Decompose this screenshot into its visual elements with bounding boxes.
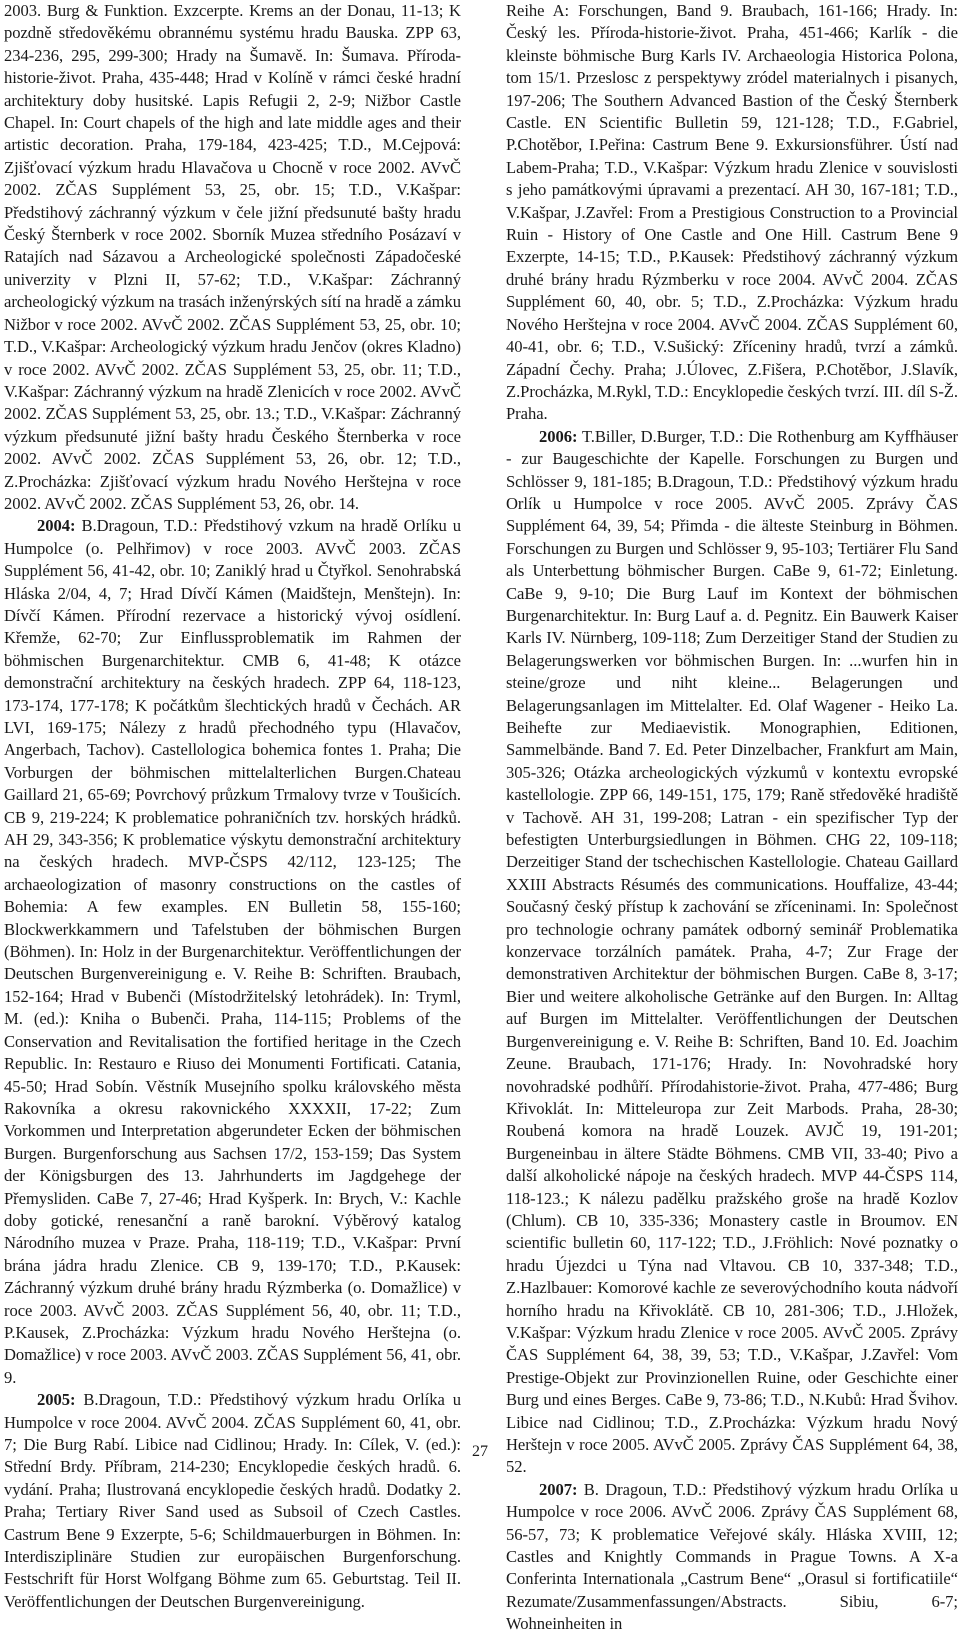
entries-2005: B.Dragoun, T.D.: Předstihový výzkum hradu Orlíka u Humpolce v roce 2004. AVvČ 2004. ZČAS Supplément 60, 41, obr. 7; Die Burg Rabí. Libice nad Cidlinou; Hrady. In: Cílek, V. (ed.): Střední Brdy. Příbram, 214-230; Encyklopedie českých hradů. 6. vydání. Praha; Ilustrovaná encyklopedie českých hradů. Dodatky 2. Praha; Tertiary River Sand used as Subsoil of Czech Castles. Castrum Bene 9 Exzerpte, 5-6; Schildmauerburgen in Böhmen. In: Interdisziplinäre Studien zur europäischen Burgenforschung. Festschrift für Horst Wolfgang Böhme zum 65. Geburtstag. Teil II. Veröffentlichungen der Deutschen Burgenvereinigung. xyxy=(4,1390,461,1611)
year-label-2006: 2006: xyxy=(539,426,578,446)
entries-2006: T.Biller, D.Burger, T.D.: Die Rothenburg am Kyffhäuser - zur Baugeschichte der Kapelle. Forschungen zu Burgen und Schlösser 9, 181-185; B.Dragoun, T.D.: Předstihový výzkum hradu Orlík u Humpolce v roce 2005. AVvČ 2005. Zprávy ČAS Supplément 64, 39, 54; Přimda - die älteste Steinburg in Böhmen. Forschungen zu Burgen und Schlösser 9, 95-103; Tertiärer Flu Sand als Unterbettung böhmischer Burgen. CaBe 9, 61-72; Einletung. CaBe 9, 9-10; Die Burg Lauf im Kontext der böhmischen Burgenarchitektur. In: Burg Lauf a. d. Pegnitz. Ein Bauwerk Kaiser Karls IV. Nürnberg, 109-118; Zum Derzeitiger Stand der Studien zu Belagerungswerken vor böhmischen Burgen. In: ...wurfen hin in steine/groze und niht kleine... Belagerungen und Belagerungsanlagen im Mittelalter. Ed. Olaf Wagener - Heiko La. Beihefte zur Mediaevistik. Monographien, Editionen, Sammelbände. Band 7. Ed. Peter Dinzelbacher, Frankfurt am Main, 305-326; Otázka archeologických výzkumů v kontextu evropské kastellologie. ZPP 66, 149-151, 175, 179; Raně středověké hradiště v Tachově. AH 31, 199-208; Latran - ein spezifischer Typ der befestigten Unterburgsiedlungen in Böhmen. CHG 22, 109-118; Derzeitiger Stand der tschechischen Kastellologie. Chateau Gaillard XXIII Abstracts Résumés des communications. Houffalize, 43-44; Současný český přístup k zachování se zříceninami. In: Společnost pro technologie ochrany památek odborný seminář Problematika konzervace torzálních památek. Praha, 4-7; Zur Frage der demonstrativen Architektur der böhmischen Burgen. CaBe 8, 3-17; Bier und weitere alkoholische Getränke auf den Burgen. In: Alltag auf Burgen im Mittelalter. Veröffentlichungen der Deutschen Burgenvereinigung e. V. Reihe B: Schriften, Band 10. Ed. Joachim Zeune. Braubach, 171-176; Hrady. In: Novohradské hory novohradské podhůří. Přírodahistorie-život. Praha, 477-486; Burg Křivoklát. In: Mitteleuropa zur Zeit Marbods. Praha, 28-30; Roubená komora na hradě Louzek. AVJČ 19, 191-201; Burgeneinbau in ältere Städte Böhmens. CMB VII, 33-40; Pivo a další alkoholické nápoje na českých hradech. MVP 44-ČSPS 114, 118-123.; K nálezu padělku pražského groše na hradě Kozlov (Chlum). CB 10, 335-336; Monastery castle in Broumov. EN scientific bulletin 60, 117-122; T.D., J.Fröhlich: Nové poznatky o hradu Újezdci u Týna nad Vltavou. CB 10, 337-348; T.D., Z.Hazlbauer: Komorové kachle ze severovýchodního kouta nádvoří horního hradu na Křivoklátě. CB 10, 281-306; T.D., J.Hložek, V.Kašpar: Výzkum hradu Zlenice v roce 2005. AVvČ 2005. Zprávy ČAS Supplément 64, 38, 39, 53; T.D., V.Kašpar, J.Zavřel: Vom Prestige-Objekt zur Provinzionellen Ruine, oder Geschichte einer Burg und eines Berges. CaBe 9, 73-86; T.D., N.Kubů: Hrad Švihov. Libice nad Cidlinou; T.D., Z.Procházka: Výzkum hradu Nový Herštejn v roce 2005. AVvČ 2005. Zprávy ČAS Supplément 64, 38, 52. xyxy=(506,426,958,1477)
right-column xyxy=(506,0,958,1634)
bibliography-2006 xyxy=(506,426,958,1479)
bibliography-2004 xyxy=(4,515,461,1389)
left-column xyxy=(4,0,461,1611)
bibliography-2003-continuation: 2003. Burg & Funktion. Exzcerpte. Krems an der Donau, 11-13; K pozdně středověkému obrannému systému hradu Bauska. ZPP 63, 234-236, 295, 299-300; Hrady na Šumavě. In: Šumava. Příroda-historie-život. Praha, 435-448; Hrad v Kolíně v rámci české hradní architektury doby husitské. Lapis Refugii 2, 2-9; Nižbor Castle Chapel. In: Court chapels of the high and late middle ages and their artistic decoration. Praha, 179-184, 423-425; T.D., M.Cejpová: Zjišťovací výzkum hradu Hlavačova u Chocně v roce 2002. AVvČ 2002. ZČAS Supplément 53, 25, obr. 15; T.D., V.Kašpar: Předstihový záchranný výzkum v čele jižní předsunuté bašty hradu Český Šternberk v roce 2002. Sborník Muzea středního Posázaví v Ratajích nad Sázavou a Archeologické společnosti Západočeské univerzity v Plzni II, 57-62; T.D., V.Kašpar: Záchranný archeologický výzkum na trasách inženýrských sítí na hradě a zámku Nižbor v roce 2002. AVvČ 2002. ZČAS Supplément 53, 25, obr. 10; T.D., V.Kašpar: Archeologický výzkum hradu Jenčov (okres Kladno) v roce 2002. AVvČ 2002. ZČAS Supplément 53, 25, obr. 11; T.D., V.Kašpar: Záchranný výzkum na hradě Zlenicích v roce 2002. AVvČ 2002. ZČAS Supplément 53, 25, obr. 13.; T.D., V.Kašpar: Záchranný výzkum předsunuté jižní bašty hradu Českého Šternberka v roce 2002. AVvČ 2002. ZČAS Supplément 53, 26, obr. 12; T.D., Z.Procházka: Zjišťovací výzkum hradu Nového Herštejna v roce 2002. AVvČ 2002. ZČAS Supplément 53, 26, obr. 14. xyxy=(4,1,461,513)
year-label-2007: 2007: xyxy=(539,1479,578,1499)
year-label-2004: 2004: xyxy=(37,516,76,536)
bibliography-2007 xyxy=(506,1479,958,1636)
year-label-2005: 2005: xyxy=(37,1390,76,1410)
entries-2007: B. Dragoun, T.D.: Předstihový výzkum hradu Orlíka u Humpolce v roce 2006. AVvČ 2006. Zprávy ČAS Supplément 68, 56-57, 73; K problematice Veřejové skály. Hláska XVIII, 12; Castles and Knightly Commands in Prague Towns. A X-a Conferinta Internationala „Castrum Bene“ „Orasul si fortificatiile“ Rezumate/Zusammenfassungen/Abstracts. Sibiu, 6-7; Wohneinheiten in xyxy=(506,1479,958,1634)
bibliography-2005 xyxy=(4,1389,461,1613)
page-number: 27 xyxy=(472,1443,488,1460)
entries-2004: B.Dragoun, T.D.: Předstihový vzkum na hradě Orlíku u Humpolce (o. Pelhřimov) v roce 2003. AVvČ 2003. ZČAS Supplément 56, 41-42, obr. 10; Zaniklý hrad u Čtyřkol. Senohrabská Hláska 2/04, 4, 7; Hrad Dívčí Kámen (Maidštejn, Menštejn). In: Dívčí Kámen. Přírodní rezervace a historický vývoj osídlení. Křemže, 62-70; Zur Einflussproblematik im Rahmen der böhmischen Burgenarchitektur. CMB 6, 41-48; K otázce demonstrační architektury na českých hradech. ZPP 64, 118-123, 173-174, 177-178; K počátkům šlechtických hradů v Čechách. AR LVI, 169-175; Nálezy z hradů přechodného typu (Hlavačov, Angerbach, Tachov). Castellologica bohemica fontes 1. Praha; Die Vorburgen der böhmischen mittelalterlichen Burgen.Chateau Gaillard 21, 65-69; Povrchový průzkum Trmalovy tvrze v Toušicích. CB 9, 219-224; K problematice pohraničních tzv. horských hrádků. AH 29, 343-356; K problematice výskytu demonstrační architektury na českých hradech. MVP-ČSPS 42/112, 123-125; The archaeologization of masonry constructions on the castles of Bohemia: A few examples. EN Bulletin 58, 155-160; Blockwerkkammern und Tafelstuben der böhmischen Burgen (Böhmen). In: Holz in der Burgenarchitektur. Veröffentlichungen der Deutschen Burgenvereinigung e. V. Reihe B: Schriften. Braubach, 152-164; Hrad v Bubenči (Místodržitelský letohrádek). In: Tryml, M. (ed.): Kniha o Bubenči. Praha, 114-115; Problems of the Conservation and Revitalisation the fortified heritage in the Czech Republic. In: Restauro e Riuso dei Monumenti Fortificati. Catania, 45-50; Hrad Sobín. Věstník Musejního spolku královského města Rakovníka a okresu rakovnického XXXXII, 17-22; Zum Vorkommen und Interpretation abgerundeter Ecken der böhmischen Burgen. Burgenforschung aus Sachsen 17/2, 153-159; Das System der Königsburgen des 13. Jahrhunderts im Jagdgehege der Přemysliden. CaBe 7, 27-46; Hrad Kyšperk. In: Brych, V.: Kachle doby gotické, renesanční a raně barokní. Výběrový katalog Národního muzea v Praze. Praha, 118-119; T.D., V.Kašpar: První brána jádra hradu Zlenice. CB 9, 139-170; T.D., P.Kausek: Záchranný výzkum druhé brány hradu Rýzmberka (o. Domažlice) v roce 2003. AVvČ 2003. ZČAS Supplément 56, 40, obr. 11; T.D., P.Kausek, Z.Procházka: Výzkum hradu Nového Herštejna (o. Domažlice) v roce 2003. AVvČ 2003. ZČAS Supplément 56, 41, obr. 9. xyxy=(4,516,461,1387)
bibliography-2005-continuation: Reihe A: Forschungen, Band 9. Braubach, 161-166; Hrady. In: Český les. Příroda-historie-život. Praha, 451-466; Karlík - die kleinste böhmische Burg Karls IV. Archaeologia Historica Polona, tom 15/1. Przeslosc z perspektywy zródel materialnych i pisanych, 197-206; The Southern Advanced Bastion of the Český Šternberk Castle. EN Scientific Bulletin 59, 121-128; T.D., F.Gabriel, P.Chotěbor, I.Peřina: Castrum Bene 9. Exkursionsführer. Ústí nad Labem-Praha; T.D., V.Kašpar: Výzkum hradu Zlenice v souvislosti s jeho památkovými úpravami a prezentací. AH 30, 167-181; T.D., V.Kašpar, J.Zavřel: From a Prestigious Construction to a Provincial Ruin - History of One Castle and One Hill. Castrum Bene 9 Exzerpte, 14-15; T.D., P.Kausek: Předstihový záchranný výzkum druhé brány hradu Rýzmberku v roce 2004. AVvČ 2004. ZČAS Supplément 60, 40, obr. 5; T.D., Z.Procházka: Výzkum hradu Nového Herštejna v roce 2004. AVvČ 2004. ZČAS Supplément 60, 40-41, obr. 6; T.D., V.Sušický: Zříceniny hradů, tvrzí a zámků. Západní Čechy. Praha; J.Úlovec, Z.Fišera, P.Chotěbor, J.Slavík, Z.Procházka, M.Rykl, T.D.: Encyklopedie českých tvrzí. III. díl S-Ž. Praha. xyxy=(506,1,958,424)
